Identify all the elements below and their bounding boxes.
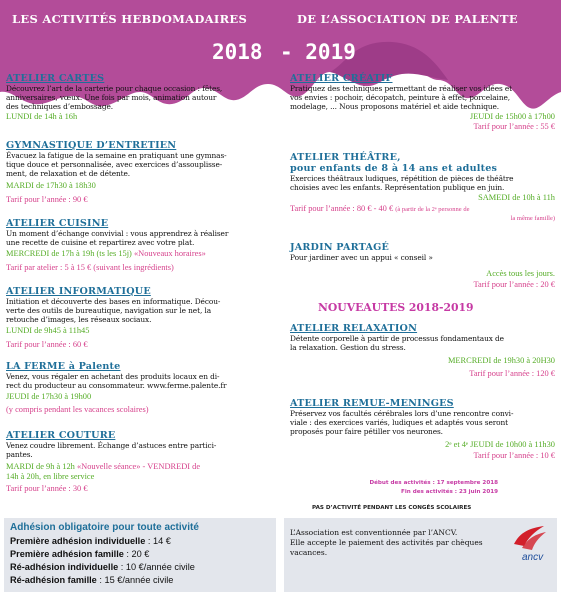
adhesion-line <box>10 575 173 585</box>
activity-relaxation <box>290 323 555 379</box>
activity-desc-line: Un moment d’échange convivial : vous apprendrez à réaliser <box>6 229 229 238</box>
activity-cartes <box>6 73 276 122</box>
start-date: Début des activités : 17 septembre 2018 <box>369 480 498 486</box>
adhesion-line <box>10 562 195 572</box>
adhesion-label: Première adhésion famille <box>10 549 124 559</box>
activity-schedule: LUNDI de 14h à 16h <box>6 111 78 121</box>
adhesion-label: Ré-adhésion famille <box>10 575 97 585</box>
activity-price: Tarif pour l’année : 60 € <box>6 339 88 349</box>
activity-price: Tarif pour l’année : 20 € <box>473 279 555 289</box>
adhesion-title: Adhésion obligatoire pour toute activité <box>10 522 199 533</box>
activity-subtitle: pour enfants de 8 à 14 ans et adultes <box>290 163 498 174</box>
activity-title: ATELIER INFORMATIQUE <box>6 286 151 297</box>
adhesion-line <box>10 549 149 559</box>
adhesion-line <box>10 536 171 546</box>
activity-title: ATELIER COUTURE <box>6 430 116 441</box>
activity-desc-line: ment, de relaxation et de détente. <box>6 168 131 178</box>
activity-title: GYMNASTIQUE D’ENTRETIEN <box>6 140 177 151</box>
activity-schedule-note: «Nouvelle séance» - VENDREDI de <box>76 461 201 471</box>
activity-schedule: 14h à 20h, en libre service <box>6 471 95 481</box>
activity-title: ATELIER CRÉATIF <box>290 73 393 84</box>
activity-desc-line: une recette de cuisine et repartirez avec votre plat. <box>6 237 195 247</box>
activity-schedule: Accès tous les jours. <box>486 268 555 278</box>
activity-title: ATELIER CARTES <box>6 73 105 84</box>
activity-ferme <box>6 361 276 415</box>
activity-desc-line: anniversaires, vœux. Une fois par mois, animation autour <box>6 92 217 102</box>
activity-desc-line: viale : des exercices variés, ludiques et adaptés vous seront <box>290 417 509 427</box>
activity-price: Tarif par atelier : 5 à 15 € (suivant les ingrédients) <box>6 262 174 272</box>
header-year-right: - 2019 <box>280 40 356 64</box>
ancv-logo-icon <box>508 522 552 562</box>
activity-title: JARDIN PARTAGÉ <box>290 242 389 253</box>
activity-informatique <box>6 286 276 350</box>
activity-schedule: MARDI de 9h à 12h <box>6 461 75 471</box>
activity-schedule: LUNDI de 9h45 à 11h45 <box>6 325 90 335</box>
activity-meninges <box>290 398 555 461</box>
activity-desc-line: Détente corporelle à partir de processus fondamentaux de <box>290 334 504 343</box>
ancv-line: vacances. <box>290 548 328 557</box>
activity-desc-line: Venez, vous régaler en achetant des produits locaux en di- <box>6 372 220 381</box>
activity-desc-line: la relaxation. Gestion du stress. <box>290 342 406 352</box>
activity-desc-line: des techniques d’embossage. <box>6 101 114 111</box>
ancv-logo-text: ancv <box>522 552 544 562</box>
activity-cuisine <box>6 218 276 273</box>
ancv-box <box>284 518 557 592</box>
activity-desc-line: Pratiquez des techniques permettant de réaliser vos idées et <box>290 84 513 93</box>
activity-desc-line: verte des outils de bureautique, navigation sur le net, la <box>6 305 212 315</box>
activity-title: ATELIER REMUE-MENINGES <box>290 398 454 409</box>
activity-title: ATELIER CUISINE <box>6 218 109 229</box>
activity-desc-line: Évacuez la fatigue de la semaine en pratiquant une gymnas- <box>6 151 227 160</box>
activity-schedule: JEUDI de 17h30 à 19h00 <box>6 391 92 401</box>
activity-price: Tarif pour l’année : 120 € <box>469 368 555 378</box>
activity-price: Tarif pour l’année : 10 € <box>473 450 555 460</box>
activity-desc-line: proposés pour faire pétiller vos neurones. <box>290 426 443 436</box>
activity-schedule: 2ᵉ et 4ᵉ JEUDI de 10h00 à 11h30 <box>445 439 555 449</box>
activity-schedule: MARDI de 17h30 à 18h30 <box>6 180 96 190</box>
activity-gym <box>6 140 276 205</box>
header-year-left: 2018 <box>212 40 263 64</box>
activity-desc-line: modelage, ... Nous proposons matériel et aide technique. <box>290 101 500 111</box>
activity-price: Tarif pour l’année : 30 € <box>6 483 88 493</box>
adhesion-box <box>4 518 276 592</box>
adhesion-value: : 10 €/année civile <box>118 562 195 572</box>
no-holiday-notice: PAS D’ACTIVITÉ PENDANT LES CONGÉS SCOLAIRES <box>312 505 472 511</box>
activity-desc-line: choisies avec les enfants. Représentation publique en juin. <box>290 182 505 192</box>
activity-schedule: JEUDI de 15h00 à 17h00 <box>469 111 555 121</box>
activity-couture <box>6 430 276 494</box>
activity-desc-line: tique douce et personnalisée, avec exercices d’assouplisse- <box>6 159 223 169</box>
adhesion-value: : 14 € <box>145 536 171 546</box>
activity-title: ATELIER RELAXATION <box>290 323 418 334</box>
activity-price: Tarif pour l’année : 90 € <box>6 194 88 204</box>
ancv-text <box>290 528 500 558</box>
adhesion-value: : 15 €/année civile <box>96 575 174 585</box>
ancv-line: Elle accepte le paiement des activités par chèques <box>290 538 483 547</box>
activity-desc-line: rect du producteur au consommateur. www.ferme.palente.fr <box>6 380 227 390</box>
activity-desc-line: vos envies : pochoir, décopatch, peinture à effet, porcelaine, <box>290 92 511 102</box>
ancv-line: L’Association est conventionnée par l’ANCV. <box>290 528 458 537</box>
activity-desc-line: Initiation et découverte des bases en informatique. Décou- <box>6 297 221 306</box>
adhesion-label: Première adhésion individuelle <box>10 536 146 546</box>
activity-price-note: la même famille) <box>510 214 555 222</box>
activity-desc-line: pantes. <box>6 449 33 459</box>
adhesion-label: Ré-adhésion individuelle <box>10 562 119 572</box>
end-date: Fin des activités : 23 juin 2019 <box>401 489 498 495</box>
activity-desc-line: Pour jardiner avec un appui « conseil » <box>290 253 433 262</box>
activity-desc-line: Découvrez l’art de la carterie pour chaque occasion : fêtes, <box>6 84 223 93</box>
activity-schedule: MERCREDI de 17h à 19h (ts les 15j) <box>6 248 132 258</box>
activity-theatre <box>290 152 555 222</box>
activity-schedule-note: «Nouveaux horaires» <box>133 248 206 258</box>
activity-title: ATELIER THÉÂTRE, <box>290 152 401 163</box>
activity-schedule: MERCREDI de 19h30 à 20H30 <box>447 355 555 365</box>
activity-desc-line: retouche d’images, les réseaux sociaux. <box>6 314 152 324</box>
adhesion-value: : 20 € <box>123 549 150 559</box>
activity-title: LA FERME à Palente <box>6 361 121 372</box>
activity-desc-line: Préservez vos facultés cérébrales lors d’une rencontre convi- <box>290 409 514 418</box>
header-title-right: DE L’ASSOCIATION DE PALENTE <box>297 12 518 26</box>
header-title-left: LES ACTIVITÉS HEBDOMADAIRES <box>12 12 248 26</box>
nouveautes-heading: NOUVEAUTES 2018-2019 <box>318 301 474 314</box>
activity-desc-line: Venez coudre librement. Échange d’astuces entre partici- <box>6 441 217 450</box>
activity-price: Tarif pour l’année : 80 € - 40 € <box>290 203 394 213</box>
activity-desc-line: Exercices théâtraux ludiques, répétition de pièces de théâtre <box>290 174 514 183</box>
activity-jardin <box>290 242 555 290</box>
activity-creatif <box>290 73 555 132</box>
activity-price-note: (à partir de la 2ᵉ personne de <box>395 205 470 213</box>
activity-schedule: SAMEDI de 10h à 11h <box>478 192 555 202</box>
activity-price: Tarif pour l’année : 55 € <box>473 121 555 131</box>
activity-note: (y compris pendant les vacances scolaires) <box>6 404 149 414</box>
